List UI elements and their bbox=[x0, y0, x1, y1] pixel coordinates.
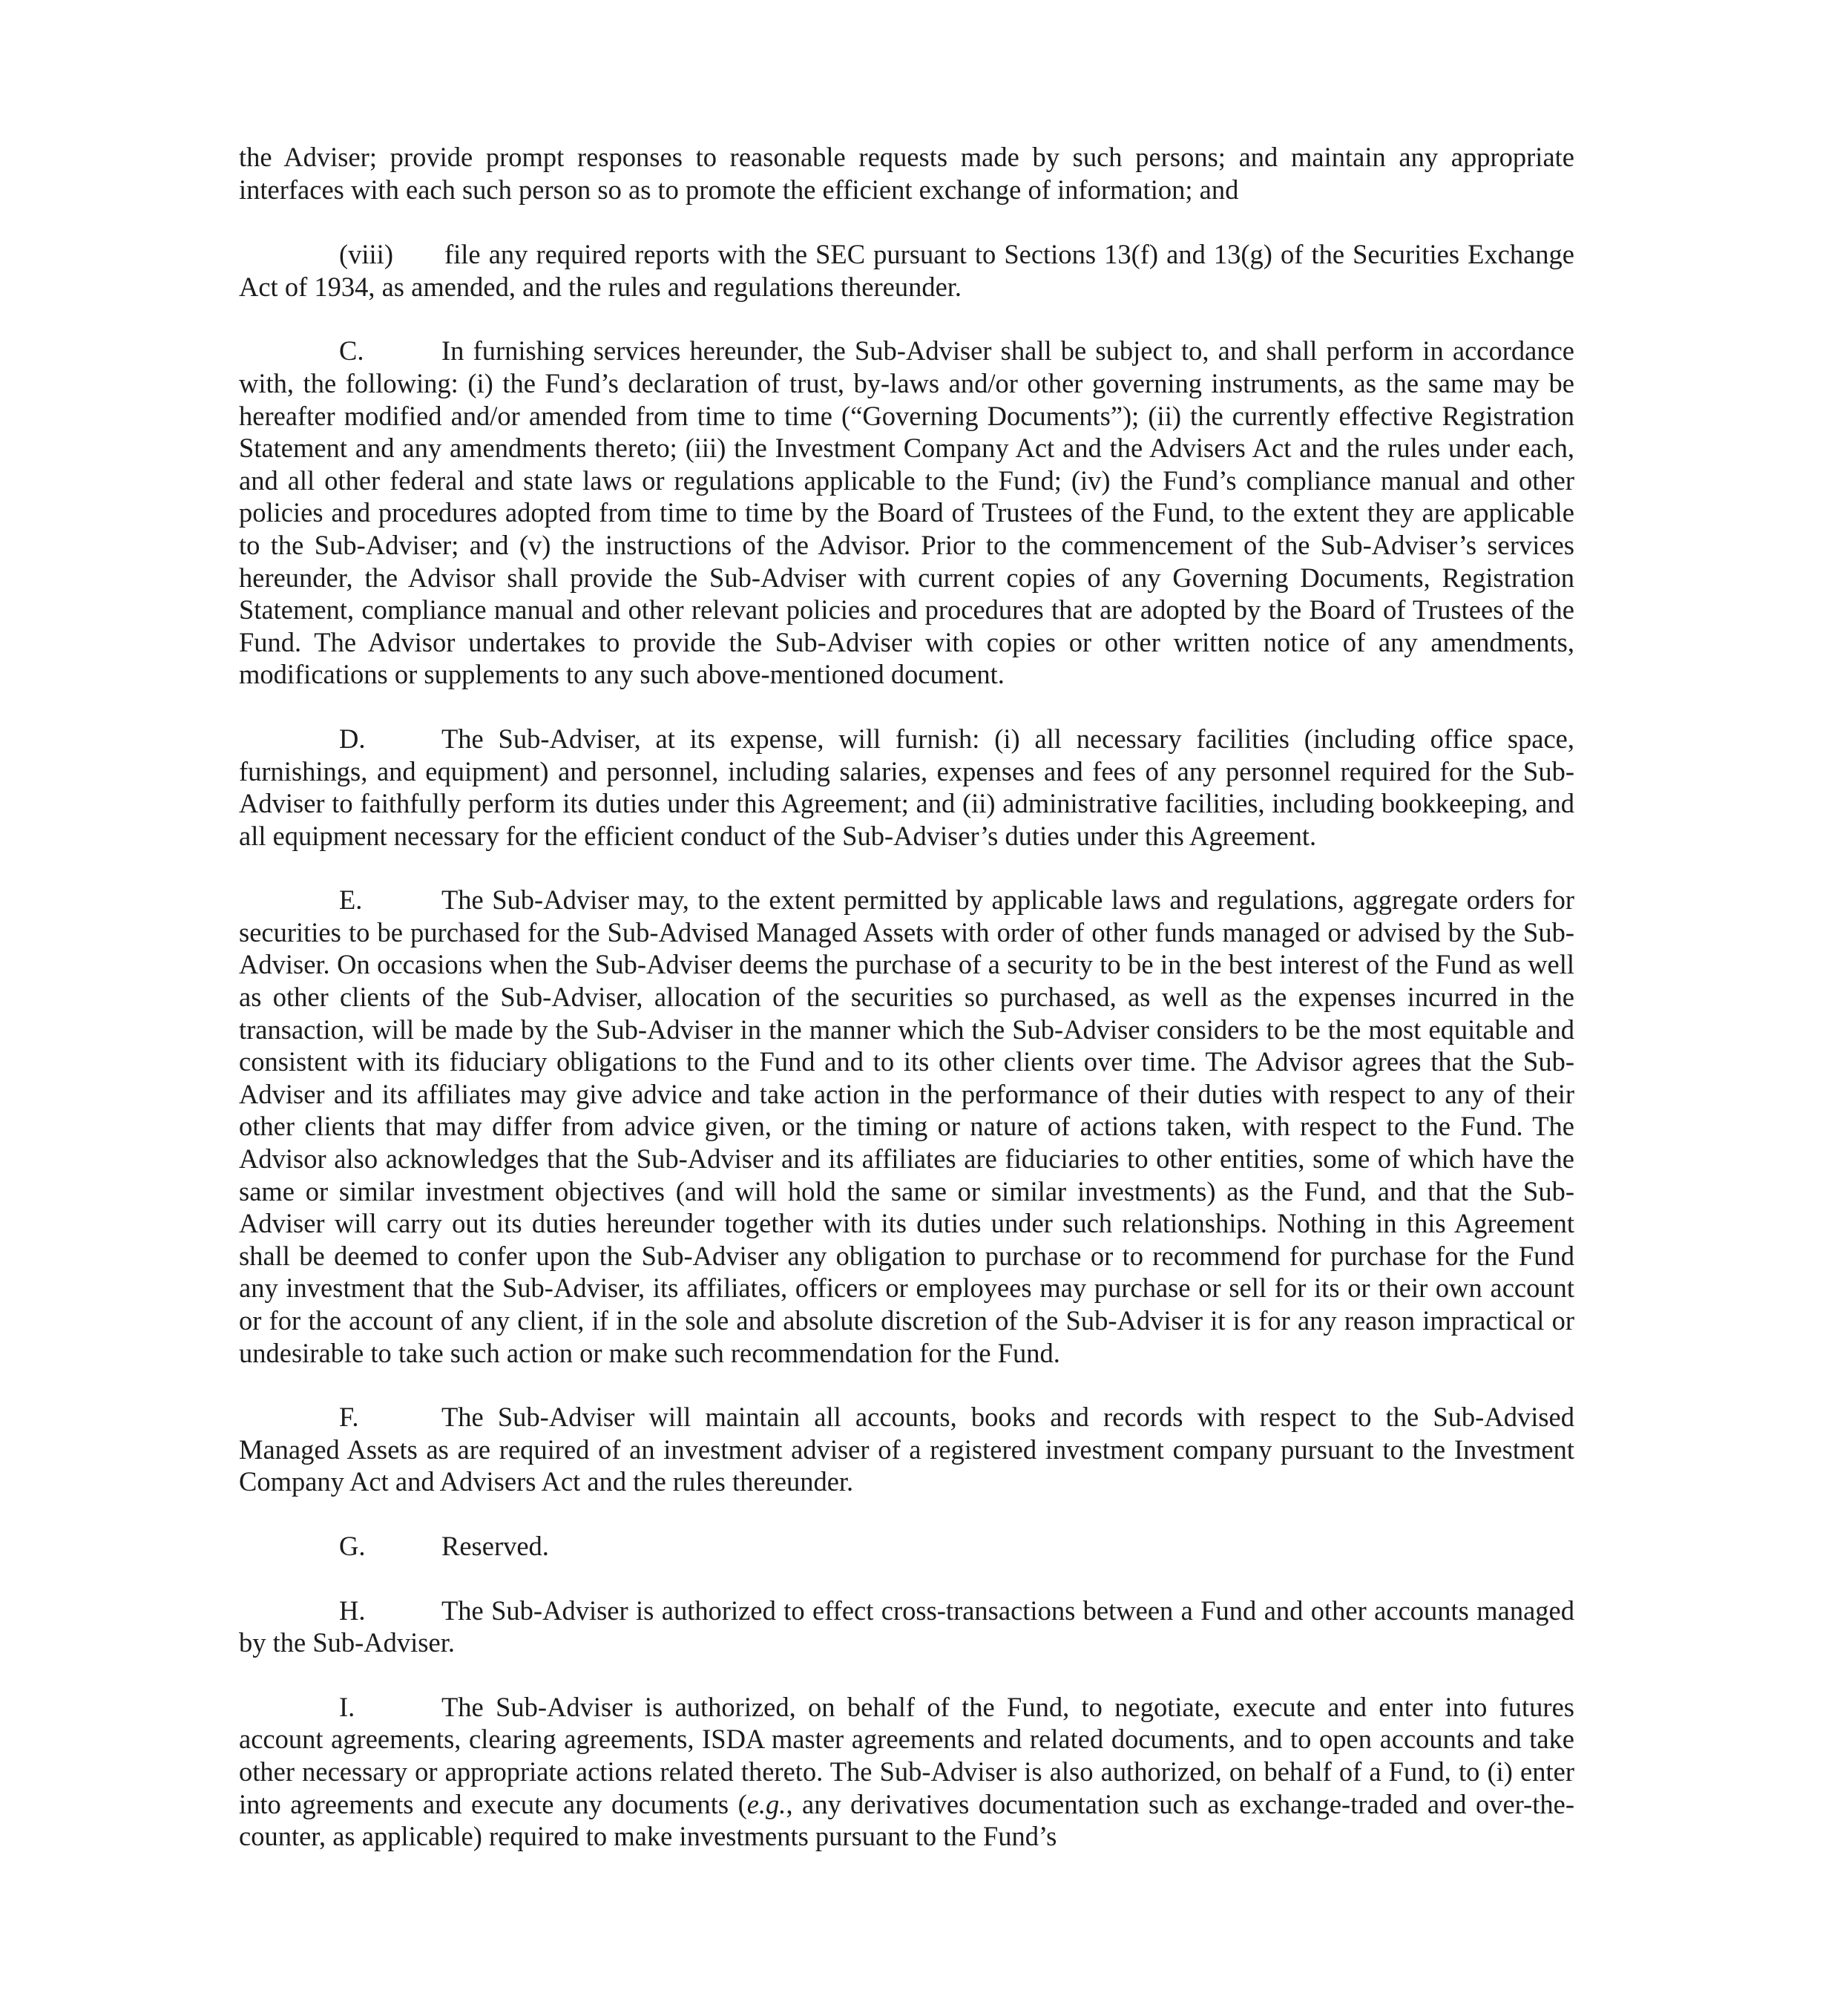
paragraph-g bbox=[239, 1530, 1574, 1563]
item-text-italic: e.g. bbox=[746, 1788, 786, 1819]
item-text: Reserved. bbox=[441, 1530, 549, 1561]
item-label: H. bbox=[339, 1595, 366, 1626]
item-text: file any required reports with the SEC pursuant to Sections 13(f) and 13(g) of the Securities Exchange Act of 1934, as amended, and the rules and regulations thereunder. bbox=[239, 239, 1574, 302]
item-text-after: , any derivatives documentation such as exchange-traded and over-the-counter, as applicable) required to make investments pursuant to the Fund’s bbox=[239, 1788, 1574, 1852]
item-label: D. bbox=[339, 723, 366, 754]
document-page bbox=[239, 141, 1574, 1885]
item-text: The Sub-Adviser may, to the extent permitted by applicable laws and regulations, aggregate orders for securities to be purchased for the Sub-Advised Managed Assets with order of other funds managed or advised by the Sub-Adviser. On occasions when the Sub-Adviser deems the purchase of a security to be in the best interest of the Fund as well as other clients of the Sub-Adviser, allocation of the securities so purchased, as well as the expenses incurred in the transaction, will be made by the Sub-Adviser in the manner which the Sub-Adviser considers to be the most equitable and consistent with its fiduciary obligations to the Fund and to its other clients over time. The Advisor agrees that the Sub-Adviser and its affiliates may give advice and take action in the performance of their duties with respect to any of their other clients that may differ from advice given, or the timing or nature of actions taken, with respect to the Fund. The Advisor also acknowledges that the Sub-Adviser and its affiliates are fiduciaries to other entities, some of which have the same or similar investment objectives (and will hold the same or similar investments) as the Fund, and that the Sub-Adviser will carry out its duties hereunder together with its duties under such relationships. Nothing in this Agreement shall be deemed to confer upon the Sub-Adviser any obligation to purchase or to recommend for purchase for the Fund any investment that the Sub-Adviser, its affiliates, officers or employees may purchase or sell for its or their own account or for the account of any client, if in the sole and absolute discretion of the Sub-Adviser it is for any reason impractical or undesirable to take such action or make such recommendation for the Fund. bbox=[239, 884, 1574, 1368]
paragraph-f bbox=[239, 1401, 1574, 1498]
paragraph-i bbox=[239, 1691, 1574, 1853]
item-label: C. bbox=[339, 335, 364, 367]
item-label: (viii) bbox=[339, 239, 393, 270]
item-text: The Sub-Adviser, at its expense, will furnish: (i) all necessary facilities (including office space, furnishings, and equipment) and personnel, including salaries, expenses and fees of any personnel required for the Sub-Adviser to faithfully perform its duties under this Agreement; and (ii) administrative facilities, including bookkeeping, and all equipment necessary for the efficient conduct of the Sub-Adviser’s duties under this Agreement. bbox=[239, 723, 1574, 851]
paragraph-d bbox=[239, 723, 1574, 852]
item-text: In furnishing services hereunder, the Sub-Adviser shall be subject to, and shall perform in accordance with, the following: (i) the Fund’s declaration of trust, by-laws and/or other governing instruments, as the same may be hereafter modified and/or amended from time to time (“Governing Documents”); (ii) the currently effective Registration Statement and any amendments thereto; (iii) the Investment Company Act and the Advisers Act and the rules under each, and all other federal and state laws or regulations applicable to the Fund; (iv) the Fund’s compliance manual and other policies and procedures adopted from time to time by the Board of Trustees of the Fund, to the extent they are applicable to the Sub-Adviser; and (v) the instructions of the Advisor. Prior to the commencement of the Sub-Adviser’s services hereunder, the Advisor shall provide the Sub-Adviser with current copies of any Governing Documents, Registration Statement, compliance manual and other relevant policies and procedures that are adopted by the Board of Trustees of the Fund. The Advisor undertakes to provide the Sub-Adviser with copies or other written notice of any amendments, modifications or supplements to any such above-mentioned document. bbox=[239, 335, 1574, 690]
item-label: G. bbox=[339, 1530, 366, 1561]
paragraph-e bbox=[239, 884, 1574, 1369]
item-label: I. bbox=[339, 1691, 355, 1722]
paragraph-h bbox=[239, 1595, 1574, 1659]
paragraph-continuation: the Adviser; provide prompt responses to reasonable requests made by such persons; and maintain any appropriate interfaces with each such person so as to promote the efficient exchange of information; and bbox=[239, 142, 1574, 205]
paragraph-viii bbox=[239, 238, 1574, 303]
item-label: F. bbox=[339, 1402, 359, 1433]
item-label: E. bbox=[339, 884, 363, 916]
item-text: The Sub-Adviser is authorized to effect cross-transactions between a Fund and other accounts managed by the Sub-Adviser. bbox=[239, 1595, 1574, 1658]
item-text: The Sub-Adviser will maintain all accounts, books and records with respect to the Sub-Advised Managed Assets as are required of an investment adviser of a registered investment company pursuant to the Investment Company Act and Advisers Act and the rules thereunder. bbox=[239, 1402, 1574, 1497]
item-text-before: The Sub-Adviser is authorized, on behalf of the Fund, to negotiate, execute and enter into futures account agreements, clearing agreements, ISDA master agreements and related documents, and to open accounts and take other necessary or appropriate actions related thereto. The Sub-Adviser is also authorized, on behalf of a Fund, to (i) enter into agreements and execute any documents ( bbox=[239, 1691, 1574, 1819]
paragraph-c bbox=[239, 335, 1574, 691]
